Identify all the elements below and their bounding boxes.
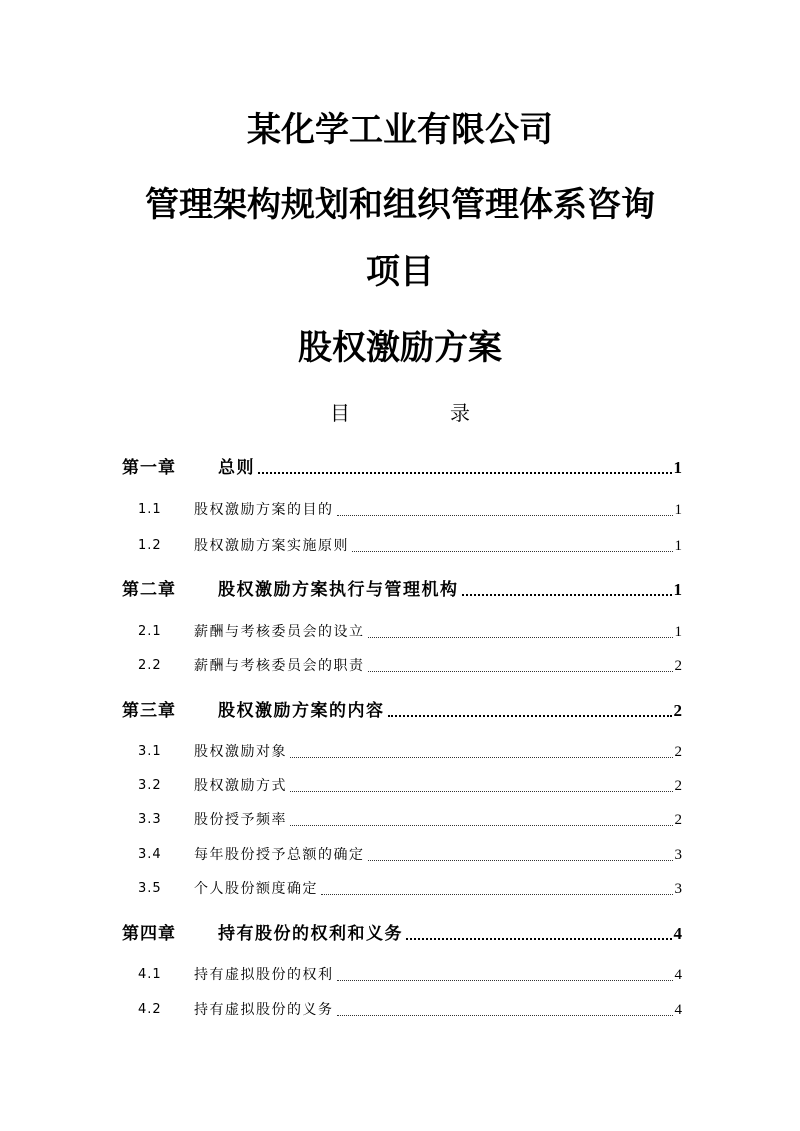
project-title: 管理架构规划和组织管理体系咨询 xyxy=(145,185,655,225)
toc-section-title: 薪酬与考核委员会的职责 xyxy=(194,658,365,674)
toc-section-title: 股份授予频率 xyxy=(194,812,287,828)
toc-page-number: 1 xyxy=(674,624,682,640)
toc-section-title: 持有虚拟股份的权利 xyxy=(194,967,334,983)
toc-dot-leader xyxy=(258,472,672,474)
toc-section-title: 股权激励方案的目的 xyxy=(194,502,334,518)
toc-page-number: 1 xyxy=(674,502,682,518)
toc-section-row xyxy=(138,740,682,764)
toc-chapter-row xyxy=(122,699,682,723)
toc-section-row xyxy=(138,620,682,644)
toc-dot-leader xyxy=(337,515,673,516)
toc-section-title: 股权激励方式 xyxy=(194,778,287,794)
toc-page-number: 2 xyxy=(674,812,682,828)
toc-section-number: 3.4 xyxy=(138,847,162,862)
toc-chapter-number: 第二章 xyxy=(122,580,176,600)
toc-page-number: 2 xyxy=(674,744,682,760)
toc-section-number: 3.2 xyxy=(138,778,162,793)
toc-dot-leader xyxy=(321,894,673,895)
project-suffix: 项目 xyxy=(366,252,434,292)
toc-section-row xyxy=(138,498,682,522)
toc-dot-leader xyxy=(406,938,672,940)
toc-page-number: 1 xyxy=(674,538,682,554)
toc-dot-leader xyxy=(368,637,673,638)
toc-section-title: 薪酬与考核委员会的设立 xyxy=(194,624,365,640)
toc-section-row xyxy=(138,808,682,832)
toc-chapter-number: 第一章 xyxy=(122,458,176,478)
company-name: 某化学工业有限公司 xyxy=(247,110,553,150)
toc-section-row xyxy=(138,654,682,678)
toc-section-row xyxy=(138,774,682,798)
toc-page-number: 4 xyxy=(674,1002,682,1018)
toc-chapter-title: 总则 xyxy=(218,458,255,478)
toc-section-number: 3.5 xyxy=(138,881,162,896)
toc-section-title: 持有虚拟股份的义务 xyxy=(194,1002,334,1018)
toc-section-number: 3.1 xyxy=(138,744,162,759)
toc-chapter-title: 股权激励方案执行与管理机构 xyxy=(218,580,459,600)
toc-dot-leader xyxy=(337,1015,673,1016)
toc-page-number: 4 xyxy=(674,967,682,983)
toc-chapter-number: 第三章 xyxy=(122,701,176,721)
toc-dot-leader xyxy=(290,825,673,826)
toc-dot-leader xyxy=(462,594,672,596)
toc-section-row xyxy=(138,843,682,867)
toc-chapter-row xyxy=(122,578,682,602)
toc-dot-leader xyxy=(368,860,673,861)
toc-page-number: 1 xyxy=(673,458,682,477)
toc-page-number: 1 xyxy=(673,580,682,599)
toc-section-title: 股权激励对象 xyxy=(194,744,287,760)
toc-section-title: 每年股份授予总额的确定 xyxy=(194,847,365,863)
toc-section-title: 股权激励方案实施原则 xyxy=(194,538,349,554)
toc-dot-leader xyxy=(388,715,672,717)
toc-chapter-row xyxy=(122,456,682,480)
toc-dot-leader xyxy=(352,551,673,552)
toc-page-number: 2 xyxy=(674,778,682,794)
toc-section-number: 2.2 xyxy=(138,658,162,673)
toc-dot-leader xyxy=(337,980,673,981)
toc-section-number: 3.3 xyxy=(138,812,162,827)
toc-page-number: 3 xyxy=(674,847,682,863)
toc-chapter-number: 第四章 xyxy=(122,924,176,944)
toc-heading-first: 目 xyxy=(330,401,350,425)
toc-section-row xyxy=(138,534,682,558)
toc-section-number: 1.1 xyxy=(138,502,162,517)
toc-chapter-title: 持有股份的权利和义务 xyxy=(218,924,403,944)
toc-dot-leader xyxy=(368,671,673,672)
toc-section-title: 个人股份额度确定 xyxy=(194,881,318,897)
toc-page-number: 2 xyxy=(674,658,682,674)
toc-section-row xyxy=(138,998,682,1022)
toc-chapter-title: 股权激励方案的内容 xyxy=(218,701,385,721)
plan-title: 股权激励方案 xyxy=(298,328,502,368)
toc-heading-second: 录 xyxy=(450,401,470,425)
toc-section-number: 4.2 xyxy=(138,1002,162,1017)
toc-section-row xyxy=(138,877,682,901)
toc-section-number: 1.2 xyxy=(138,538,162,553)
toc-page-number: 4 xyxy=(673,924,682,943)
toc-page-number: 2 xyxy=(673,701,682,720)
toc-dot-leader xyxy=(290,757,673,758)
toc-dot-leader xyxy=(290,791,673,792)
toc-page-number: 3 xyxy=(674,881,682,897)
toc-section-row xyxy=(138,963,682,987)
toc-chapter-row xyxy=(122,922,682,946)
toc-section-number: 4.1 xyxy=(138,967,162,982)
toc-section-number: 2.1 xyxy=(138,624,162,639)
